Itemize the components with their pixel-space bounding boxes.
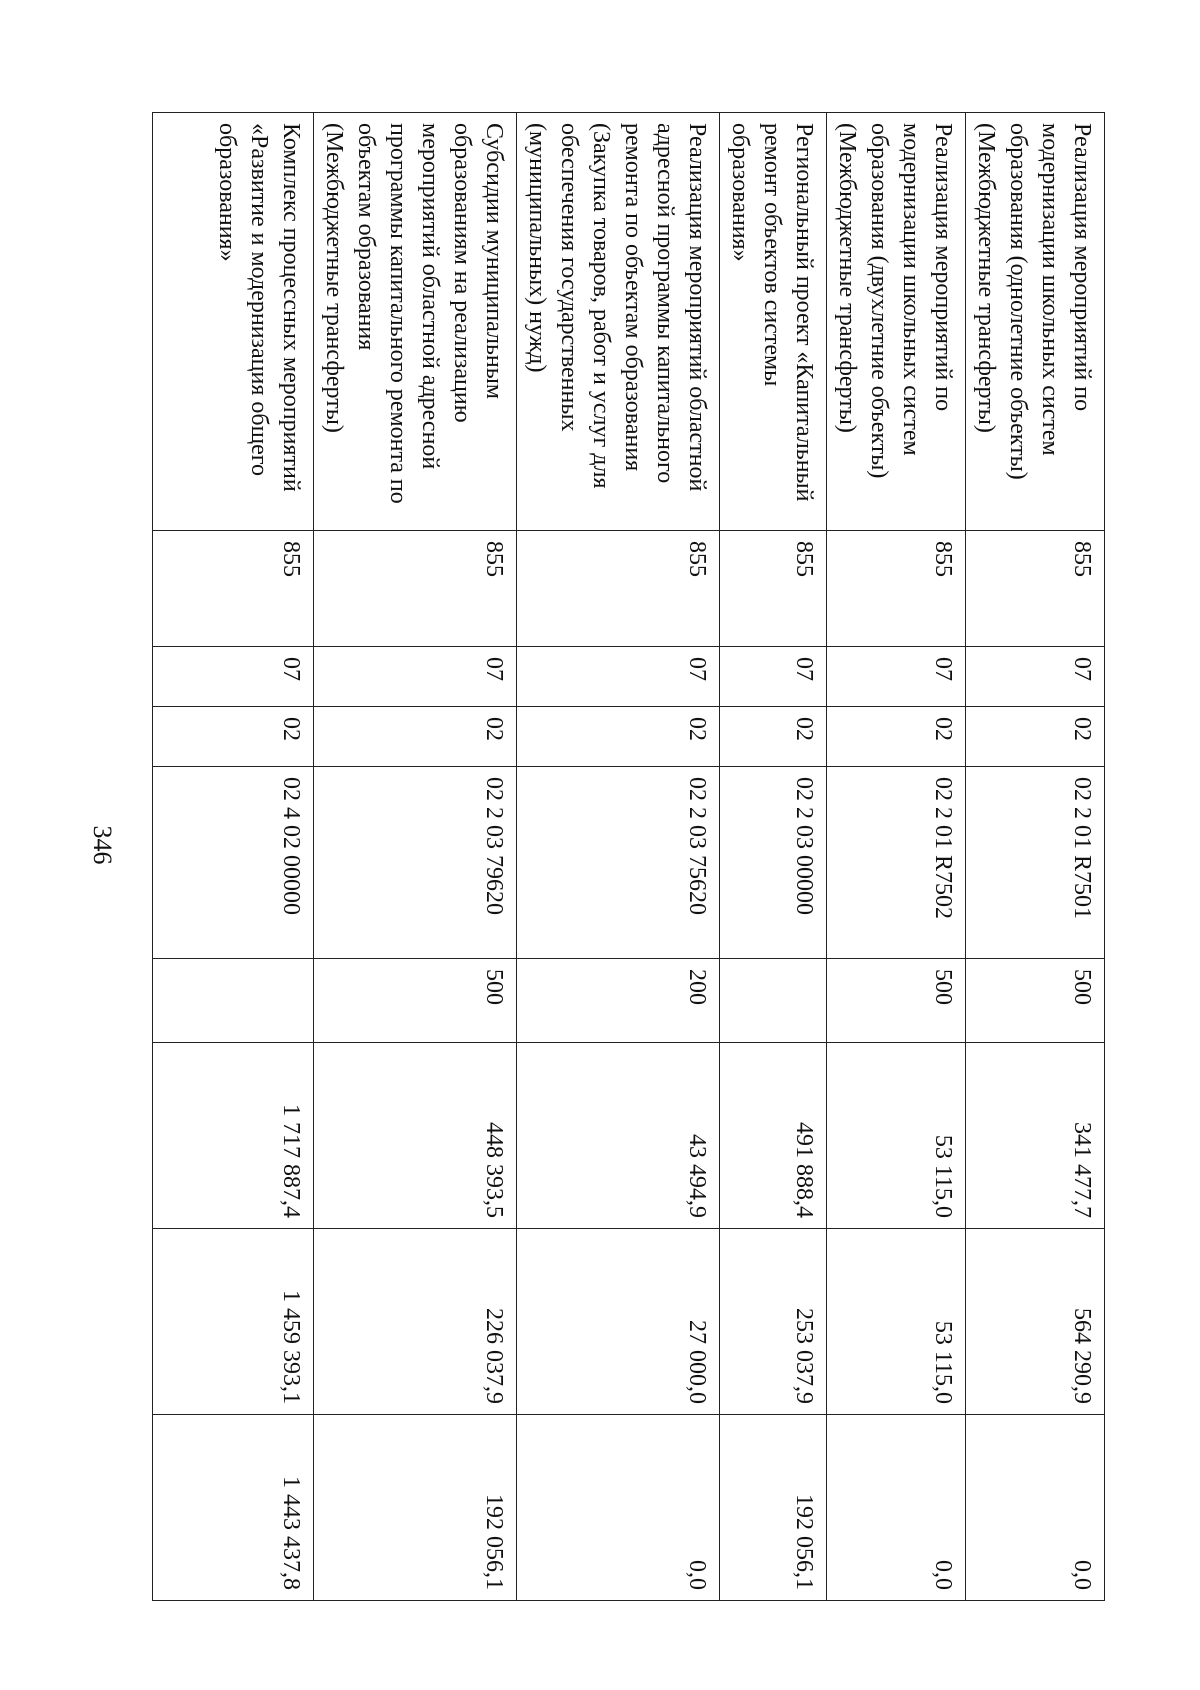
row-sum-2: 253 037,9: [720, 1229, 827, 1415]
row-expense-type: 500: [966, 959, 1105, 1043]
row-subsection: 02: [314, 707, 517, 767]
row-subsection: 02: [153, 707, 314, 767]
row-grbs: 855: [153, 531, 314, 647]
table-frame: [205, 112, 1105, 1590]
row-expense-type: 200: [517, 959, 720, 1043]
row-grbs: 855: [720, 531, 827, 647]
row-expense-type: [153, 959, 314, 1043]
row-sum-1: 1 717 887,4: [153, 1043, 314, 1229]
row-grbs: 855: [827, 531, 966, 647]
row-section: 07: [517, 647, 720, 707]
row-target-article: 02 2 01 R7501: [966, 767, 1105, 959]
row-name: Комплекс процессных мероприятий «Развитие и модернизация общего образования»: [153, 113, 314, 531]
row-sum-1: 43 494,9: [517, 1043, 720, 1229]
row-section: 07: [720, 647, 827, 707]
row-target-article: 02 4 02 00000: [153, 767, 314, 959]
row-section: 07: [966, 647, 1105, 707]
row-name: Реализация мероприятий областной адресной программы капитального ремонта по объектам образования (Закупка товаров, работ и услуг для обеспечения государственных (муниципальных) нужд): [517, 113, 720, 531]
table-row: [827, 113, 966, 1601]
row-target-article: 02 2 03 79620: [314, 767, 517, 959]
table-row: [153, 113, 314, 1601]
table-row: [966, 113, 1105, 1601]
table-row: [720, 113, 827, 1601]
table-row: [314, 113, 517, 1601]
row-target-article: 02 2 01 R7502: [827, 767, 966, 959]
row-sum-3: 0,0: [966, 1415, 1105, 1601]
row-sum-2: 27 000,0: [517, 1229, 720, 1415]
budget-table: [152, 112, 1105, 1601]
row-sum-2: 1 459 393,1: [153, 1229, 314, 1415]
row-subsection: 02: [720, 707, 827, 767]
table-row: [517, 113, 720, 1601]
row-subsection: 02: [517, 707, 720, 767]
row-section: 07: [827, 647, 966, 707]
row-name: Реализация мероприятий по модернизации школьных систем образования (двухлетние объекты) (Межбюджетные трансферты): [827, 113, 966, 531]
row-sum-3: 192 056,1: [720, 1415, 827, 1601]
row-sum-3: 0,0: [827, 1415, 966, 1601]
row-sum-2: 53 115,0: [827, 1229, 966, 1415]
row-expense-type: 500: [314, 959, 517, 1043]
row-grbs: 855: [517, 531, 720, 647]
row-target-article: 02 2 03 00000: [720, 767, 827, 959]
row-sum-1: 491 888,4: [720, 1043, 827, 1229]
row-target-article: 02 2 03 75620: [517, 767, 720, 959]
row-expense-type: 500: [827, 959, 966, 1043]
row-sum-3: 0,0: [517, 1415, 720, 1601]
row-sum-1: 341 477,7: [966, 1043, 1105, 1229]
page-number: 346: [88, 825, 117, 865]
row-name: Реализация мероприятий по модернизации школьных систем образования (однолетние объекты) (Межбюджетные трансферты): [966, 113, 1105, 531]
row-section: 07: [153, 647, 314, 707]
row-sum-2: 564 290,9: [966, 1229, 1105, 1415]
row-sum-3: 1 443 437,8: [153, 1415, 314, 1601]
row-subsection: 02: [827, 707, 966, 767]
row-sum-2: 226 037,9: [314, 1229, 517, 1415]
row-name: Субсидии муниципальным образованиям на реализацию мероприятий областной адресной программы капитального ремонта по объектам образования (Межбюджетные трансферты): [314, 113, 517, 531]
row-expense-type: [720, 959, 827, 1043]
row-sum-1: 53 115,0: [827, 1043, 966, 1229]
row-grbs: 855: [966, 531, 1105, 647]
row-section: 07: [314, 647, 517, 707]
row-sum-3: 192 056,1: [314, 1415, 517, 1601]
row-grbs: 855: [314, 531, 517, 647]
row-sum-1: 448 393,5: [314, 1043, 517, 1229]
row-name: Региональный проект «Капитальный ремонт объектов системы образования»: [720, 113, 827, 531]
row-subsection: 02: [966, 707, 1105, 767]
